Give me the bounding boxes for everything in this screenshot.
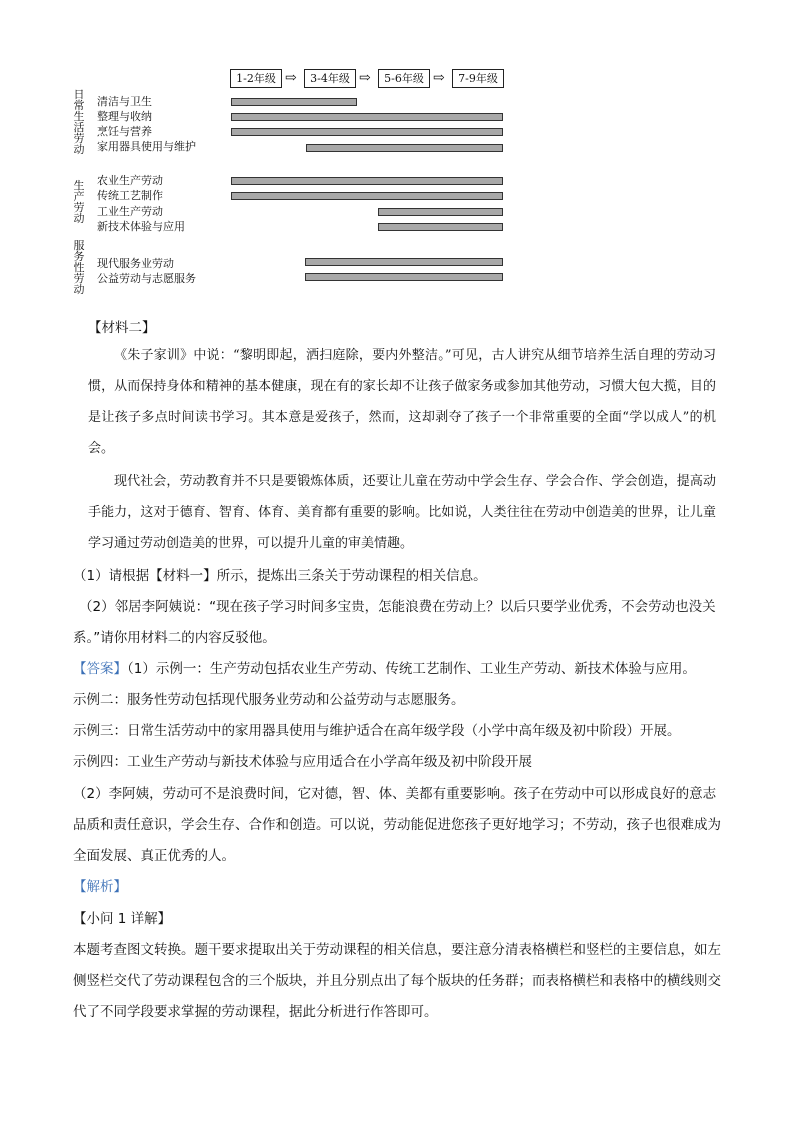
question-2: （2）邻居李阿姨说：“现在孩子学习时间多宝贵，怎能浪费在劳动上？以后只要学业优秀，不会劳动也没关系。”请你用材料二的内容反驳他。 (73, 599, 716, 646)
material-two-paragraph-2: 现代社会，劳动教育并不只是要锻炼体质，还要让儿童在劳动中学会生存、学会合作、学会创造，提高动手能力，这对于德育、智育、体育、美育都有重要的影响。比如说，人类往往在劳动中创造美的世界，让儿童学习通过劳动创造美的世界，可以提升儿童的审美情趣。 (88, 474, 716, 551)
range-bar (378, 208, 503, 216)
material-two-paragraph-1: 《朱子家训》中说：“黎明即起，洒扫庭除，要内外整洁。”可见，古人讲究从细节培养生活自理的劳动习惯，从而保持身体和精神的基本健康，现在有的家长却不让孩子做家务或参加其他劳动，习惯大包大揽，目的是让孩子多点时间读书学习。其本意是爱孩子，然而，这却剥夺了孩子一个非常重要的全面“学以成人”的机会。 (88, 348, 716, 456)
question-1: （1）请根据【材料一】所示，提炼出三条关于劳动课程的相关信息。 (73, 568, 487, 584)
grade-label-7-9: 7-9年级 (452, 69, 504, 88)
analysis-tag: 【解析】 (73, 879, 127, 895)
grade-label-1-2: 1-2年级 (230, 69, 282, 88)
item-label: 烹饪与营养 (97, 125, 152, 138)
range-bar (378, 223, 503, 231)
answer-example-2: 示例二：服务性劳动包括现代服务业劳动和公益劳动与志愿服务。 (73, 692, 465, 708)
item-label: 农业生产劳动 (97, 174, 163, 187)
range-bar (306, 144, 503, 152)
category-daily-life: 日常生活劳动 (73, 88, 85, 156)
grade-label-3-4: 3-4年级 (304, 69, 356, 88)
range-bar (231, 98, 357, 106)
range-bar (305, 258, 503, 266)
range-bar (231, 113, 503, 121)
range-bar (231, 128, 503, 136)
analysis-subheading: 【小问 1 详解】 (73, 911, 172, 927)
item-label: 整理与收纳 (97, 110, 152, 123)
range-bar (305, 273, 503, 281)
arrow-icon: ⇨ (433, 70, 445, 86)
arrow-icon: ⇨ (285, 70, 297, 86)
material-two-heading: 【材料二】 (88, 320, 156, 336)
item-label: 公益劳动与志愿服务 (97, 272, 196, 285)
answer-example-3: 示例三：日常生活劳动中的家用器具使用与维护适合在高年级学段（小学中高年级及初中阶段）开展。 (73, 723, 681, 739)
item-label: 清洁与卫生 (97, 95, 152, 108)
category-service: 服务性劳动 (73, 239, 85, 296)
item-label: 现代服务业劳动 (97, 257, 174, 270)
answer-example-1: （1）示例一：生产劳动包括农业生产劳动、传统工艺制作、工业生产劳动、新技术体验与应用。 (127, 661, 696, 677)
grade-label-5-6: 5-6年级 (378, 69, 430, 88)
range-bar (231, 192, 503, 200)
answer-part-2: （2）李阿姨，劳动可不是浪费时间，它对德，智、体、美都有重要影响。孩子在劳动中可以形成良好的意志品质和责任意识，学会生存、合作和创造。可以说，劳动能促进您孩子更好地学习；不劳动，孩子也很难成为全面发展、真正优秀的人。 (73, 786, 721, 864)
item-label: 工业生产劳动 (97, 205, 163, 218)
analysis-text: 本题考查图文转换。题干要求提取出关于劳动课程的相关信息，要注意分清表格横栏和竖栏的主要信息，如左侧竖栏交代了劳动课程包含的三个版块，并且分别点出了每个版块的任务群；而表格横栏和表格中的横线则交代了不同学段要求掌握的劳动课程，据此分析进行作答即可。 (73, 942, 721, 1020)
item-label: 新技术体验与应用 (97, 220, 185, 233)
answer-block (73, 654, 721, 685)
item-label: 传统工艺制作 (97, 189, 163, 202)
range-bar (231, 177, 503, 185)
item-label: 家用器具使用与维护 (97, 140, 196, 153)
category-production: 生产劳动 (73, 179, 85, 225)
answer-tag: 【答案】 (73, 661, 127, 677)
answer-example-4: 示例四：工业生产劳动与新技术体验与应用适合在小学高年级及初中阶段开展 (73, 754, 532, 770)
arrow-icon: ⇨ (359, 70, 371, 86)
